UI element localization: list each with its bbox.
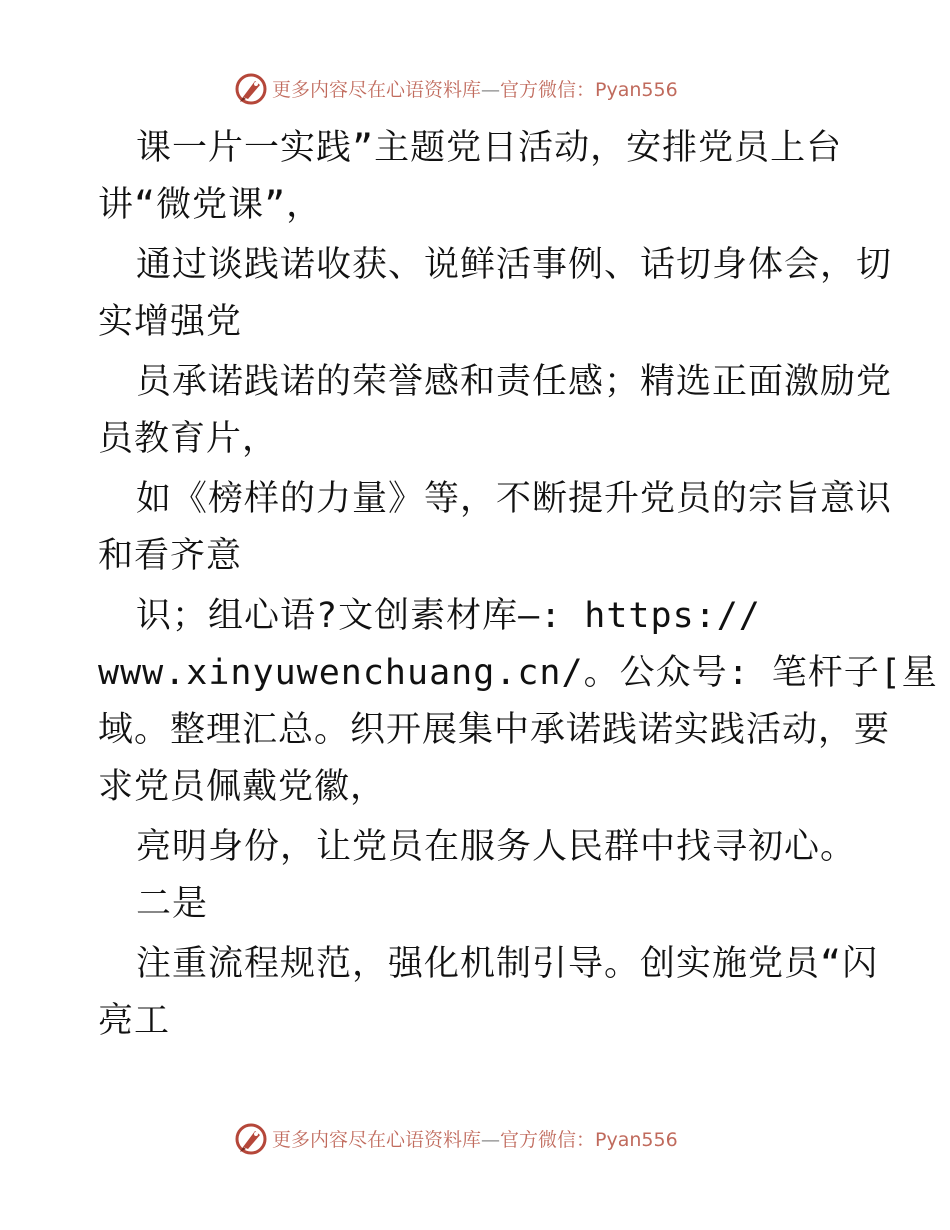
body-line: 通过谈践诺收获、说鲜活事例、话切身体会，切 [136, 245, 893, 285]
body-line: 实增强党 [98, 302, 243, 342]
body-line: 求党员佩戴党徽， [98, 767, 387, 807]
pen-nib-logo-icon [234, 72, 268, 106]
body-line: 二是 [136, 884, 209, 924]
header-wechat-label: 官方微信： [500, 79, 596, 101]
header-separator: — [481, 79, 501, 101]
body-line: 域。整理汇总。织开展集中承诺践诺实践活动，要 [98, 710, 891, 750]
footer-banner [0, 1120, 950, 1160]
body-line: 员教育片， [98, 419, 279, 459]
footer-wechat-label: 官方微信： [500, 1129, 596, 1151]
header-banner [0, 70, 950, 110]
body-line: 课一片一实践”主题党日活动，安排党员上台 [136, 128, 843, 168]
body-line: 员承诺践诺的荣誉感和责任感；精选正面激励党 [136, 362, 893, 402]
body-line: 注重流程规范，强化机制引导。创实施党员“闪 [136, 944, 879, 984]
footer-wechat-id: Pyan556 [595, 1129, 678, 1151]
header-banner-text [272, 78, 678, 102]
body-line: 亮工 [98, 1001, 171, 1041]
body-line: 和看齐意 [98, 536, 243, 576]
footer-separator: — [481, 1129, 501, 1151]
body-line: 识；组心语?文创素材库—: https:// [136, 596, 761, 636]
header-brand-text: 更多内容尽在心语资料库 [272, 79, 482, 101]
header-wechat-id: Pyan556 [595, 79, 678, 101]
body-line: 讲“微党课”， [98, 185, 323, 225]
footer-brand-text: 更多内容尽在心语资料库 [272, 1129, 482, 1151]
body-line: www.xinyuwenchuang.cn/。公众号: 笔杆子[星 [98, 653, 938, 693]
body-line: 亮明身份，让党员在服务人民群中找寻初心。 [136, 827, 857, 867]
footer-banner-text [272, 1128, 678, 1152]
pen-nib-logo-icon [234, 1122, 268, 1156]
body-line: 如《榜样的力量》等，不断提升党员的宗旨意识 [136, 479, 893, 519]
